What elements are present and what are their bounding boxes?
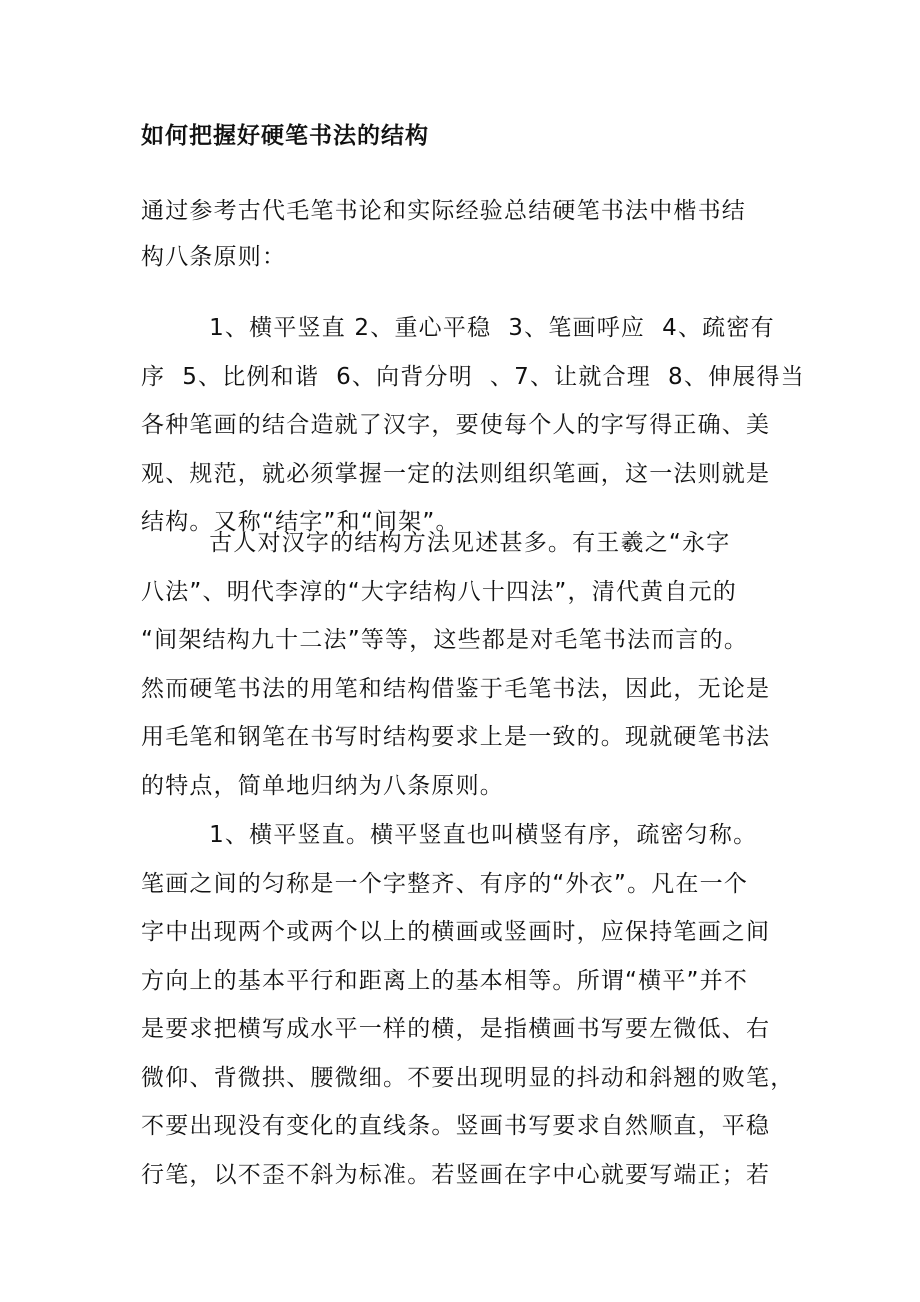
paragraph-rule-1	[141, 811, 795, 1199]
text-line: 通过参考古代毛笔书论和实际经验总结硬笔书法中楷书结	[141, 198, 746, 224]
paragraph-eight-principles	[141, 304, 805, 547]
document-title: 如何把握好硬笔书法的结构	[141, 123, 429, 149]
text-line: 用毛笔和钢笔在书写时结构要求上是一致的。现就硬笔书法	[141, 724, 771, 750]
text-line: 各种笔画的结合造就了汉字，要使每个人的字写得正确、美	[141, 412, 771, 438]
text-line: 笔画之间的匀称是一个字整齐、有序的“外衣”。凡在一个	[141, 870, 749, 897]
text-line: 不要出现没有变化的直线条。竖画书写要求自然顺直，平稳	[141, 1113, 771, 1139]
paragraph-intro	[141, 188, 791, 280]
text-line: 方向上的基本平行和距离上的基本相等。所谓“横平”并不	[141, 967, 749, 994]
text-line: 结构。又称“结字”和“间架”。	[141, 509, 460, 535]
text-line: 行笔，以不歪不斜为标准。若竖画在字中心就要写端正；若	[141, 1161, 771, 1188]
text-line: 的特点，简单地归纳为八条原则。	[141, 772, 504, 799]
text-line: 是要求把横写成水平一样的横，是指横画书写要左微低、右	[141, 1016, 771, 1042]
text-line: 八法”、明代李淳的“大字结构八十四法”，清代黄自元的	[141, 578, 737, 605]
text-line: 构八条原则：	[141, 244, 287, 270]
paragraph-ancient-methods	[141, 519, 791, 810]
text-line: 字中出现两个或两个以上的横画或竖画时，应保持笔画之间	[141, 919, 771, 945]
text-line: 1、横平竖直 2、重心平稳 3、笔画呼应 4、疏密有	[141, 315, 775, 341]
text-line: 序 5、比例和谐 6、向背分明 、7、让就合理 8、伸展得当	[141, 363, 805, 390]
text-line: 古人对汉字的结构方法见述甚多。有王羲之“永字	[141, 530, 731, 556]
text-line: 1、横平竖直。横平竖直也叫横竖有序，疏密匀称。	[141, 822, 758, 848]
text-line: 观、规范，就必须掌握一定的法则组织笔画，这一法则就是	[141, 460, 771, 487]
text-line: 然而硬笔书法的用笔和结构借鉴于毛笔书法，因此，无论是	[141, 675, 771, 702]
text-line: 微仰、背微拱、腰微细。不要出现明显的抖动和斜翘的败笔，	[141, 1064, 795, 1091]
text-line: “间架结构九十二法”等等，这些都是对毛笔书法而言的。	[141, 627, 749, 653]
